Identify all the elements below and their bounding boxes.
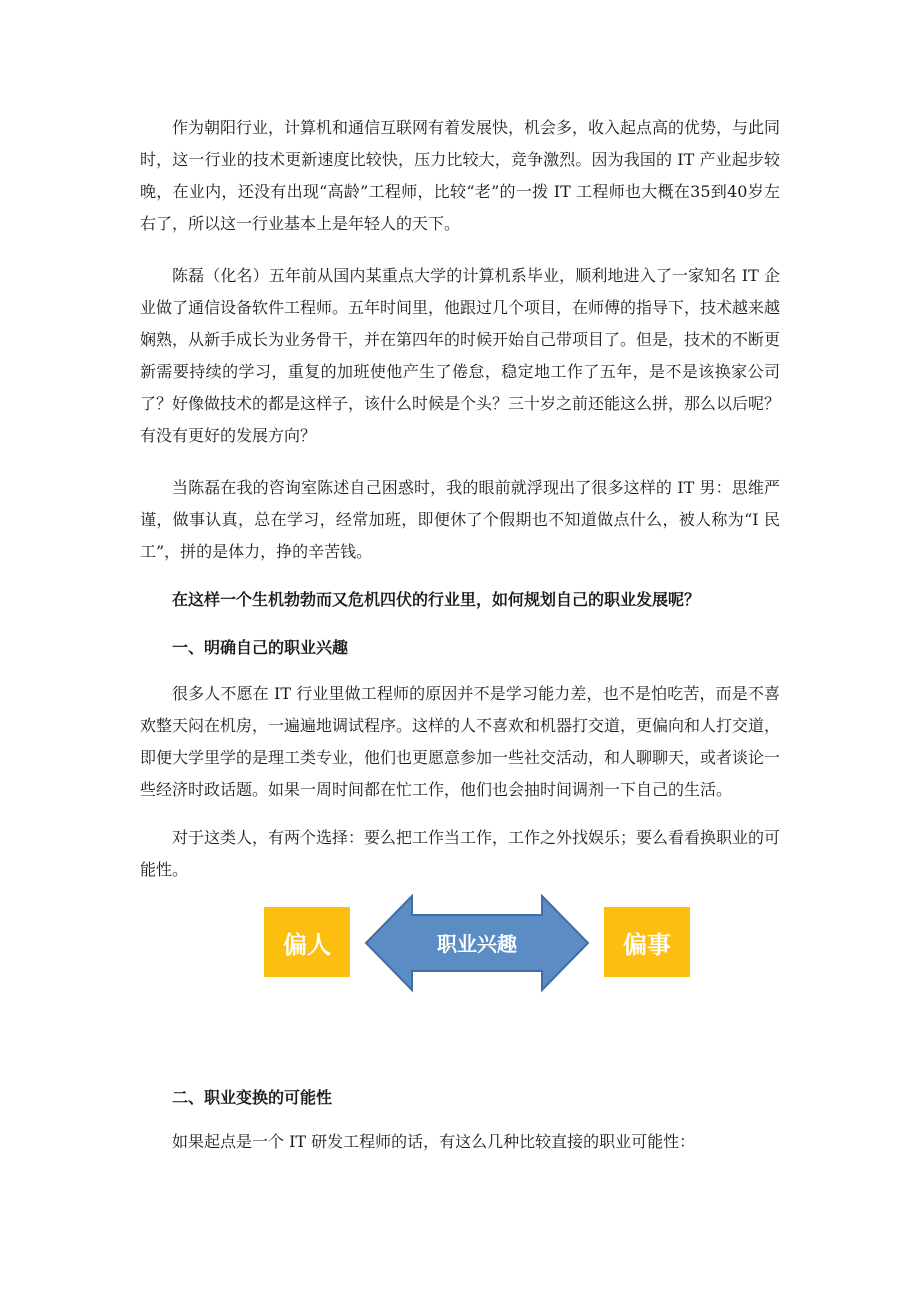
section1-paragraph-1: 很多人不愿在 IT 行业里做工程师的原因并不是学习能力差，也不是怕吃苦，而是不喜欢整天闷在机房，一遍遍地调试程序。这样的人不喜欢和机器打交道，更偏向和人打交道，即便大学里学的是理工类专业，他们也更愿意参加一些社交活动，和人聊聊天，或者谈论一些经济时政话题。如果一周时间都在忙工作，他们也会抽时间调剂一下自己的生活。 [140, 684, 781, 799]
question-heading: 在这样一个生机勃勃而又危机四伏的行业里，如何规划自己的职业发展呢？ [172, 590, 701, 609]
task-oriented-box: 偏事 [604, 907, 690, 977]
people-oriented-box: 偏人 [264, 907, 350, 977]
intro-paragraph: 作为朝阳行业，计算机和通信互联网有着发展快，机会多，收入起点高的优势，与此同时，这一行业的技术更新速度比较快，压力比较大，竞争激烈。因为我国的 IT 产业起步较晚，在业内，还没有出现“高龄”工程师，比较“老”的一拨 IT 工程师也大概在35到40岁左右了，所以这一行业基本上是年轻人的天下。 [140, 118, 781, 233]
double-arrow-icon [364, 893, 590, 993]
watermark-text: www.xinjingying.com [429, 973, 525, 983]
case-paragraph: 陈磊（化名）五年前从国内某重点大学的计算机系毕业，顺利地进入了一家知名 IT 企业做了通信设备软件工程师。五年时间里，他跟过几个项目，在师傅的指导下，技术越来越娴熟，从新手成长为业务骨干，并在第四年的时候开始自己带项目了。但是，技术的不断更新需要持续的学习，重复的加班使他产生了倦怠，稳定地工作了五年，是不是该换家公司了？好像做技术的都是这样子，该什么时候是个头？三十岁之前还能这么拼，那么以后呢？有没有更好的发展方向？ [140, 266, 781, 445]
arrow-label: 职业兴趣 [437, 932, 517, 956]
section1-paragraph-2: 对于这类人，有两个选择：要么把工作当工作，工作之外找娱乐；要么看看换职业的可能性。 [140, 828, 781, 879]
section1-heading: 一、明确自己的职业兴趣 [172, 638, 349, 657]
section2-heading: 二、职业变换的可能性 [172, 1088, 333, 1107]
interest-diagram [263, 893, 693, 993]
article-body [140, 112, 780, 886]
consult-paragraph: 当陈磊在我的咨询室陈述自己困惑时，我的眼前就浮现出了很多这样的 IT 男：思维严谨，做事认真，总在学习，经常加班，即便休了个假期也不知道做点什么，被人称为“I 民工”，拼的是体力，挣的辛苦钱。 [140, 478, 780, 561]
section2-paragraph-1: 如果起点是一个 IT 研发工程师的话，有这么几种比较直接的职业可能性： [172, 1132, 696, 1151]
